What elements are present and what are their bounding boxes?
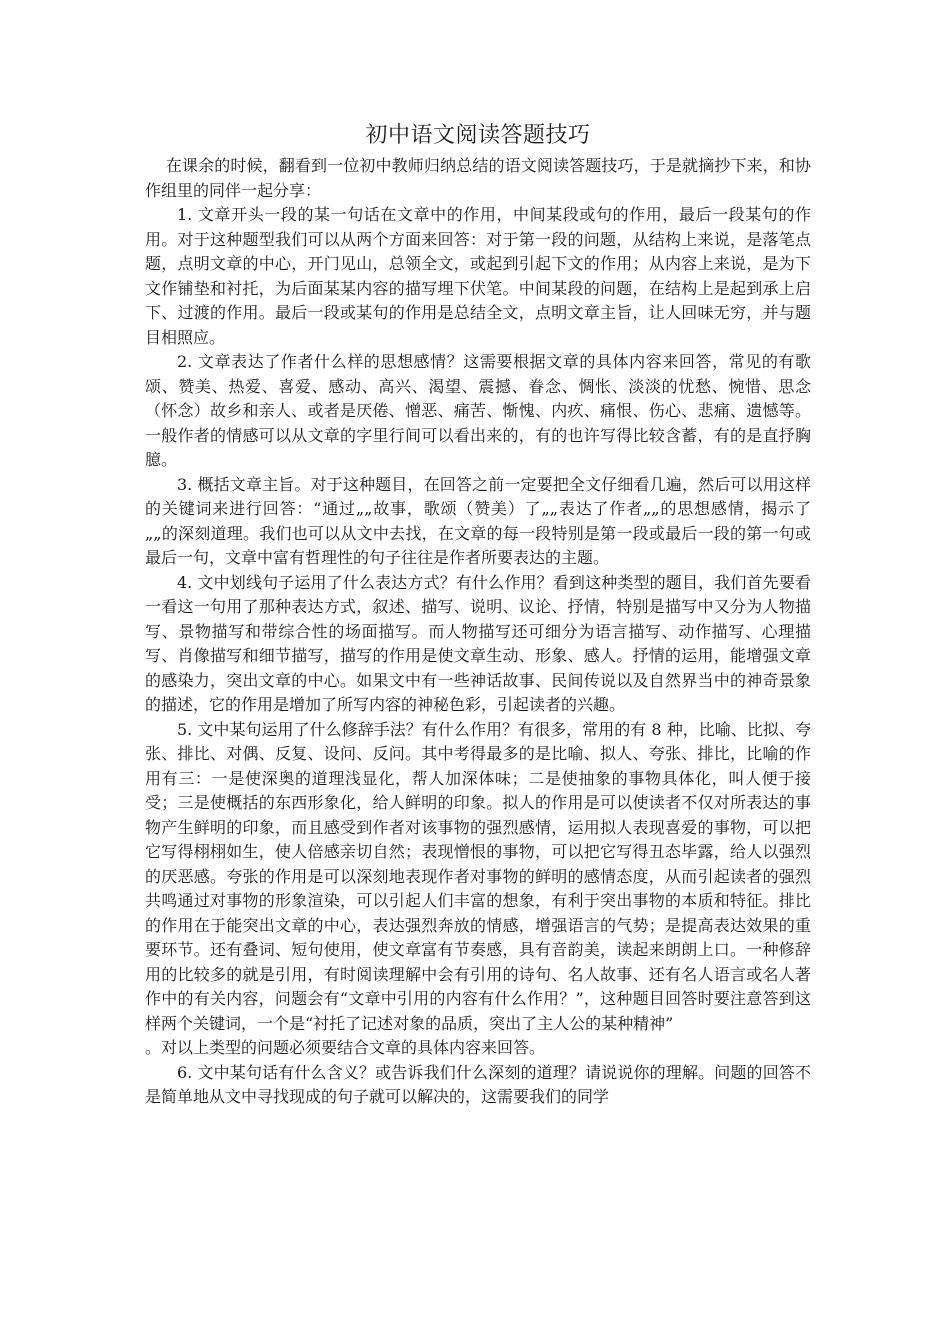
paragraph-5-continuation: 。对以上类型的问题必须要结合文章的具体内容来回答。 bbox=[145, 1038, 546, 1057]
intro-paragraph: 在课余的时候，翻看到一位初中教师归纳总结的语文阅读答题技巧，于是就摘抄下来，和协作组里的同伴一起分享： bbox=[145, 156, 811, 200]
paragraph-3: 3. 概括文章主旨。对于这种题目，在回答之前一定要把全文仔细看几遍，然后可以用这样的关键词来进行回答：“通过„„故事，歌颂（赞美）了„„表达了作者„„的思想感情，揭示了„„的深刻道理。我们也可以从文中去找，在文章的每一段特别是第一段或最后一段的第一句或最后一句，文章中富有哲理性的句子往往是作者所要表达的主题。 bbox=[145, 474, 811, 567]
paragraph-2: 2. 文章表达了作者什么样的思想感情？这需要根据文章的具体内容来回答，常见的有歌颂、赞美、热爱、喜爱、感动、高兴、渴望、震撼、眷念、惆怅、淡淡的忧愁、惋惜、思念（怀念）故乡和亲人、或者是厌倦、憎恶、痛苦、惭愧、内疚、痛恨、伤心、悲痛、遗憾等。一般作者的情感可以从文章的字里行间可以看出来的，有的也许写得比较含蓄，有的是直抒胸臆。 bbox=[145, 352, 811, 469]
paragraph-1: 1. 文章开头一段的某一句话在文章中的作用，中间某段或句的作用，最后一段某句的作用。对于这种题型我们可以从两个方面来回答：对于第一段的问题，从结构上来说，是落笔点题，点明文章的中心，开门见山，总领全文，或起到引起下文的作用；从内容上来说，是为下文作铺垫和衬托，为后面某某内容的描写埋下伏笔。中间某段的问题，在结构上是起到承上启下、过渡的作用。最后一段或某句的作用是总结全文，点明文章主旨，让人回味无穷，并与题目相照应。 bbox=[145, 205, 811, 347]
paragraph-5: 5. 文中某句运用了什么修辞手法？有什么作用？有很多，常用的有 8 种，比喻、比拟、夸张、排比、对偶、反复、设问、反问。其中考得最多的是比喻、拟人、夸张、排比，比喻的作用有三：一是使深奥的道理浅显化，帮人加深体味；二是使抽象的事物具体化，叫人便于接受；三是使概括的东西形象化，给人鲜明的印象。拟人的作用是可以使读者不仅对所表达的事物产生鲜明的印象，而且感受到作者对该事物的强烈感情，运用拟人表现喜爱的事物，可以把它写得栩栩如生，使人倍感亲切自然；表现憎恨的事物，可以把它写得丑态毕露，给人以强烈的厌恶感。夸张的作用是可以深刻地表现作者对事物的鲜明的感情态度，从而引起读者的强烈共鸣通过对事物的形象渲染，可以引起人们丰富的想象，有利于突出事物的本质和特征。排比的作用在于能突出文章的中心，表达强烈奔放的情感，增强语言的气势；是提高表达效果的重要环节。还有叠词、短句使用，使文章富有节奏感，具有音韵美，读起来朗朗上口。一种修辞用的比较多的就是引用，有时阅读理解中会有引用的诗句、名人故事、还有名人语言或名人著作中的有关内容，问题会有“文章中引用的内容有什么作用？”，这种题目回答时要注意答到这样两个关键词，一个是“衬托了记述对象的品质，突出了主人公的某种精神” bbox=[145, 719, 811, 1033]
document-page bbox=[145, 118, 811, 1110]
document-title: 初中语文阅读答题技巧 bbox=[365, 123, 591, 148]
paragraph-6: 6. 文中某句话有什么含义？或告诉我们什么深刻的道理？请说说你的理解。问题的回答不是简单地从文中寻找现成的句子就可以解决的，这需要我们的同学 bbox=[145, 1062, 811, 1106]
paragraph-4: 4. 文中划线句子运用了什么表达方式？有什么作用？看到这种类型的题目，我们首先要看一看这一句用了那种表达方式，叙述、描写、说明、议论、抒情，特别是描写中又分为人物描写、景物描写和带综合性的场面描写。而人物描写还可细分为语言描写、动作描写、心理描写、肖像描写和细节描写，描写的作用是使文章生动、形象、感人。抒情的运用，能增强文章的感染力，突出文章的中心。如果文中有一些神话故事、民间传说以及自然界当中的神奇景象的描述，它的作用是增加了所写内容的神秘色彩，引起读者的兴趣。 bbox=[145, 572, 811, 714]
